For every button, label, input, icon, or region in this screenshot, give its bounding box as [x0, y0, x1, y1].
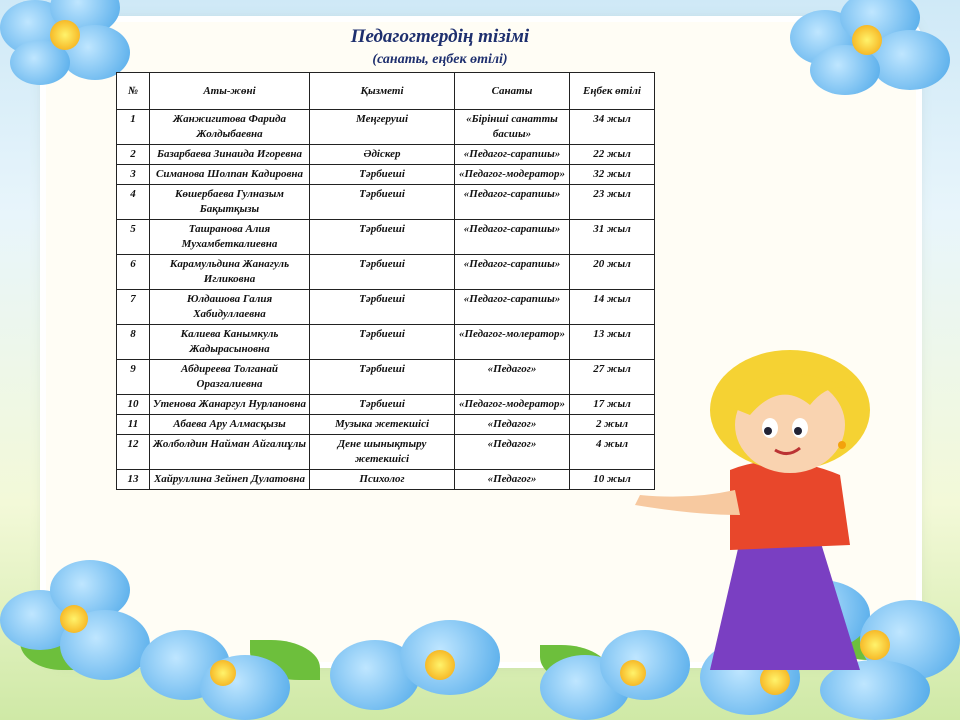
cell-experience: 27 жыл	[570, 360, 655, 395]
cell-position: Тәрбиеші	[310, 360, 455, 395]
cell-experience: 22 жыл	[570, 145, 655, 165]
cell-name: Көшербаева Гулназым Бақытқызы	[150, 185, 310, 220]
cell-position: Тәрбиеші	[310, 325, 455, 360]
cell-category: «Педагог»	[455, 435, 570, 470]
cell-name: Жанжигитова Фарида Жолдыбаевна	[150, 110, 310, 145]
cell-number: 1	[117, 110, 150, 145]
cell-position: Музыка жетекшісі	[310, 415, 455, 435]
table-row	[117, 395, 655, 415]
cell-number: 7	[117, 290, 150, 325]
table-row	[117, 185, 655, 220]
table-row	[117, 325, 655, 360]
cell-experience: 17 жыл	[570, 395, 655, 415]
column-header-position: Қызметі	[310, 73, 455, 110]
column-header-number: №	[117, 73, 150, 110]
cell-number: 5	[117, 220, 150, 255]
table-row	[117, 145, 655, 165]
cell-experience: 23 жыл	[570, 185, 655, 220]
cell-category: «Педагог-сарапшы»	[455, 255, 570, 290]
cell-name: Базарбаева Зинаида Игоревна	[150, 145, 310, 165]
page-subtitle: (санаты, еңбек өтілі)	[372, 52, 508, 67]
cell-name: Утенова Жанаргул Нурлановна	[150, 395, 310, 415]
cell-position: Дене шынықтыру жетекшісі	[310, 435, 455, 470]
cell-category: «Бірінші санатты басшы»	[455, 110, 570, 145]
table-row	[117, 360, 655, 395]
cell-position: Тәрбиеші	[310, 395, 455, 415]
cell-name: Симанова Шолпан Кадировна	[150, 165, 310, 185]
cell-experience: 10 жыл	[570, 470, 655, 490]
cell-category: «Педагог-сарапшы»	[455, 290, 570, 325]
cell-name: Абаева Ару Алмасқызы	[150, 415, 310, 435]
table-row	[117, 415, 655, 435]
table-row	[117, 110, 655, 145]
cell-experience: 32 жыл	[570, 165, 655, 185]
cell-experience: 14 жыл	[570, 290, 655, 325]
table-row	[117, 255, 655, 290]
table-row	[117, 165, 655, 185]
cell-category: «Педагог-сарапшы»	[455, 185, 570, 220]
cell-number: 6	[117, 255, 150, 290]
column-header-experience: Еңбек өтілі	[570, 73, 655, 110]
cell-experience: 31 жыл	[570, 220, 655, 255]
cell-number: 4	[117, 185, 150, 220]
cell-name: Жолболдин Найман Айгалиұлы	[150, 435, 310, 470]
cell-category: «Педагог-модератор»	[455, 165, 570, 185]
table-row	[117, 290, 655, 325]
cell-category: «Педагог-сарапшы»	[455, 145, 570, 165]
cell-position: Тәрбиеші	[310, 290, 455, 325]
cell-category: «Педагог-молератор»	[455, 325, 570, 360]
cell-experience: 4 жыл	[570, 435, 655, 470]
cell-number: 3	[117, 165, 150, 185]
cell-name: Калиева Канымкуль Жадырасыновна	[150, 325, 310, 360]
cell-position: Меңгеруші	[310, 110, 455, 145]
flower-icon	[780, 0, 960, 100]
cell-experience: 34 жыл	[570, 110, 655, 145]
table-row	[117, 435, 655, 470]
cell-category: «Педагог»	[455, 415, 570, 435]
cell-number: 11	[117, 415, 150, 435]
cell-number: 10	[117, 395, 150, 415]
cell-category: «Педагог-модератор»	[455, 395, 570, 415]
table-row	[117, 470, 655, 490]
cell-category: «Педагог»	[455, 360, 570, 395]
cell-position: Әдіскер	[310, 145, 455, 165]
cell-category: «Педагог-сарапшы»	[455, 220, 570, 255]
cell-name: Хайруллина Зейнеп Дулатовна	[150, 470, 310, 490]
cell-number: 2	[117, 145, 150, 165]
cell-number: 13	[117, 470, 150, 490]
cell-position: Тәрбиеші	[310, 185, 455, 220]
page-title: Педагогтердің тізімі	[350, 26, 530, 47]
cell-category: «Педагог»	[455, 470, 570, 490]
table-header-row	[117, 73, 655, 110]
cell-name: Абдиреева Толганай Оразгалиевна	[150, 360, 310, 395]
cell-experience: 13 жыл	[570, 325, 655, 360]
cell-position: Психолог	[310, 470, 455, 490]
cell-position: Тәрбиеші	[310, 255, 455, 290]
cell-experience: 20 жыл	[570, 255, 655, 290]
column-header-name: Аты-жөні	[150, 73, 310, 110]
staff-table	[116, 72, 655, 490]
table-row	[117, 220, 655, 255]
cell-name: Юлдашова Галия Хабидуллаевна	[150, 290, 310, 325]
column-header-category: Санаты	[455, 73, 570, 110]
cell-experience: 2 жыл	[570, 415, 655, 435]
cell-position: Тәрбиеші	[310, 165, 455, 185]
cell-number: 8	[117, 325, 150, 360]
cell-name: Карамульдина Жанагуль Игликовна	[150, 255, 310, 290]
cell-position: Тәрбиеші	[310, 220, 455, 255]
cell-number: 9	[117, 360, 150, 395]
cell-name: Ташранова Алия Мухамбеткалиевна	[150, 220, 310, 255]
cell-number: 12	[117, 435, 150, 470]
